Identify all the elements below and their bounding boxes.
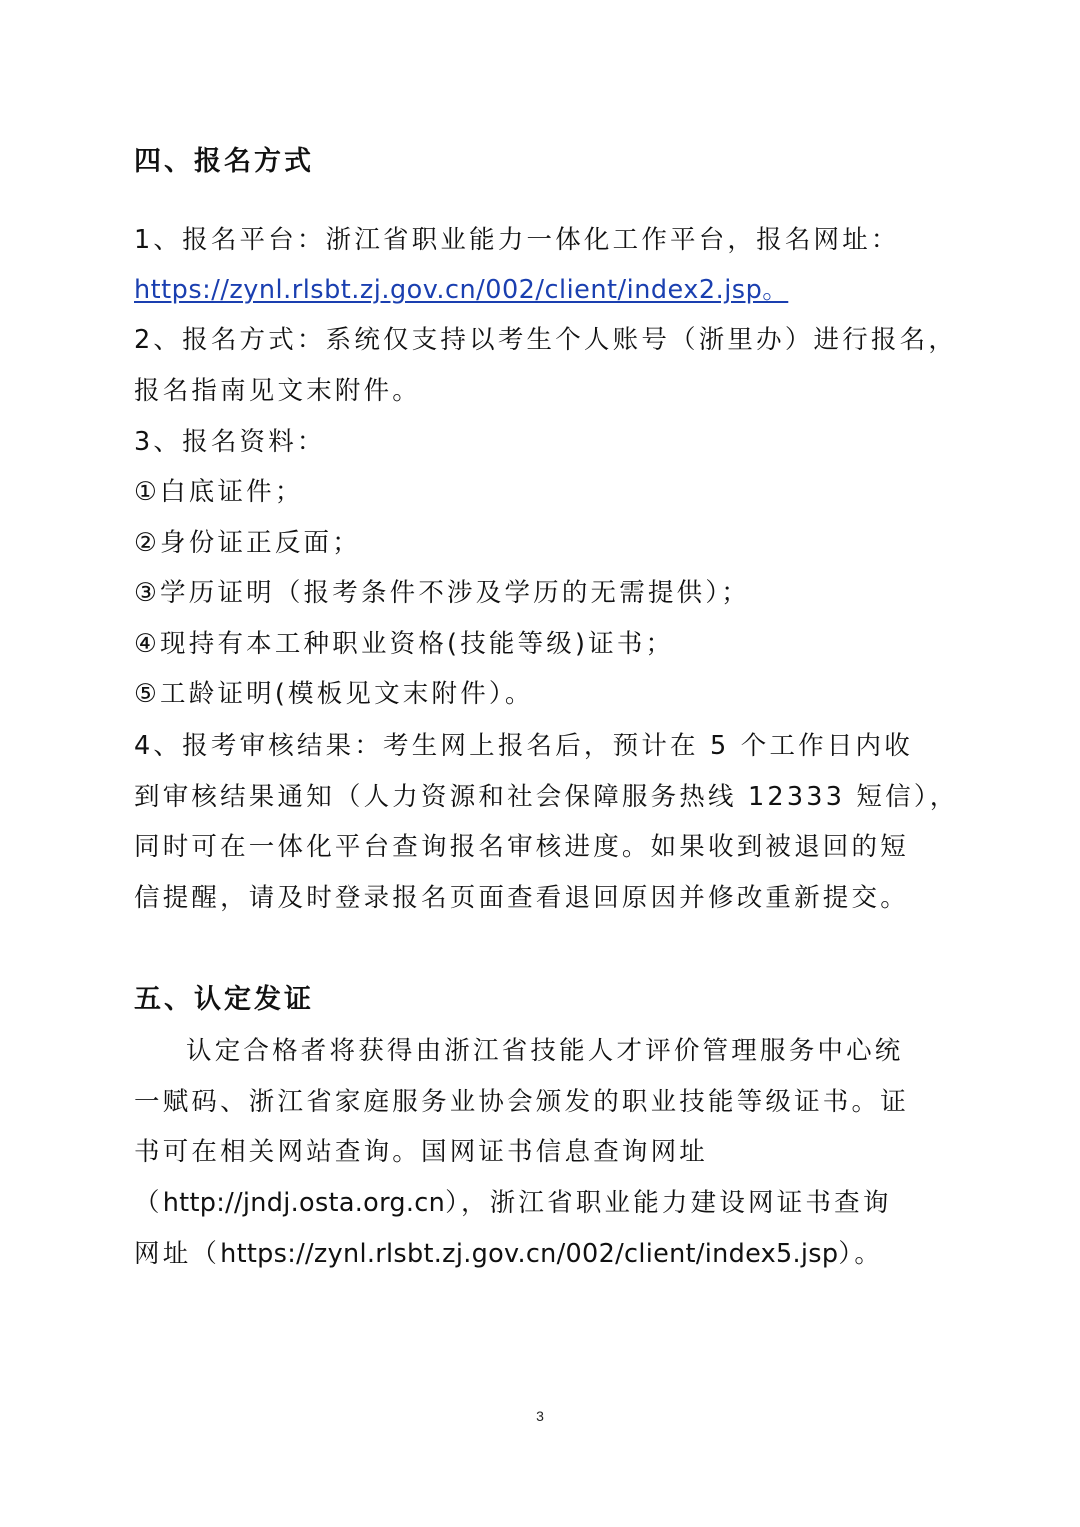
item-3-label: 3、报名资料： xyxy=(134,427,326,457)
section-5-para-line xyxy=(134,1236,883,1272)
registration-link-line xyxy=(134,272,788,308)
item-2-line-2: 报名指南见文末附件。 xyxy=(134,376,422,406)
item-4-line: 4、报考审核结果：考生网上报名后，预计在 5 个工作日内收 xyxy=(134,731,913,761)
item-4-line: 到审核结果通知（人力资源和社会保障服务热线 12333 短信）， xyxy=(134,782,959,812)
item-4-line: 同时可在一体化平台查询报名审核进度。如果收到被退回的短 xyxy=(134,832,909,862)
item-1-label: 1、报名平台：浙江省职业能力一体化工作平台，报名网址： xyxy=(134,225,900,255)
section-5-para-line xyxy=(134,1185,892,1221)
section-5-para-line: 书可在相关网站查询。国网证书信息查询网址 xyxy=(134,1137,709,1167)
line-5-prefix: 网址（ xyxy=(134,1239,221,1269)
section-4-heading: 四、报名方式 xyxy=(134,146,314,177)
material-item: ④现持有本工种职业资格(技能等级)证书； xyxy=(134,629,675,659)
page-number: 3 xyxy=(536,1408,544,1424)
document-page xyxy=(134,0,959,1527)
registration-link[interactable]: https://zynl.rlsbt.zj.gov.cn/002/client/index2.jsp。 xyxy=(134,275,789,305)
section-5-para-line: 认定合格者将获得由浙江省技能人才评价管理服务中心统 xyxy=(186,1036,904,1066)
section-5-para-line: 一赋码、浙江省家庭服务业协会颁发的职业技能等级证书。证 xyxy=(134,1087,909,1117)
item-4-line: 信提醒，请及时登录报名页面查看退回原因并修改重新提交。 xyxy=(134,883,909,913)
material-item: ⑤工龄证明(模板见文末附件）。 xyxy=(134,679,534,709)
material-item: ③学历证明（报考条件不涉及学历的无需提供）； xyxy=(134,578,751,608)
paren-open: （ xyxy=(134,1188,163,1218)
osta-url: http://jndj.osta.org.cn xyxy=(162,1188,446,1218)
section-5-heading: 五、认定发证 xyxy=(134,984,314,1015)
item-2-line-1: 2、报名方式：系统仅支持以考生个人账号（浙里办）进行报名， xyxy=(134,325,958,355)
material-item: ①白底证件； xyxy=(134,477,304,507)
material-item: ②身份证正反面； xyxy=(134,528,361,558)
line-4-suffix: ），浙江省职业能力建设网证书查询 xyxy=(445,1188,892,1218)
certificate-query-url: https://zynl.rlsbt.zj.gov.cn/002/client/index5.jsp xyxy=(220,1239,839,1269)
line-5-suffix: ）。 xyxy=(838,1239,884,1269)
